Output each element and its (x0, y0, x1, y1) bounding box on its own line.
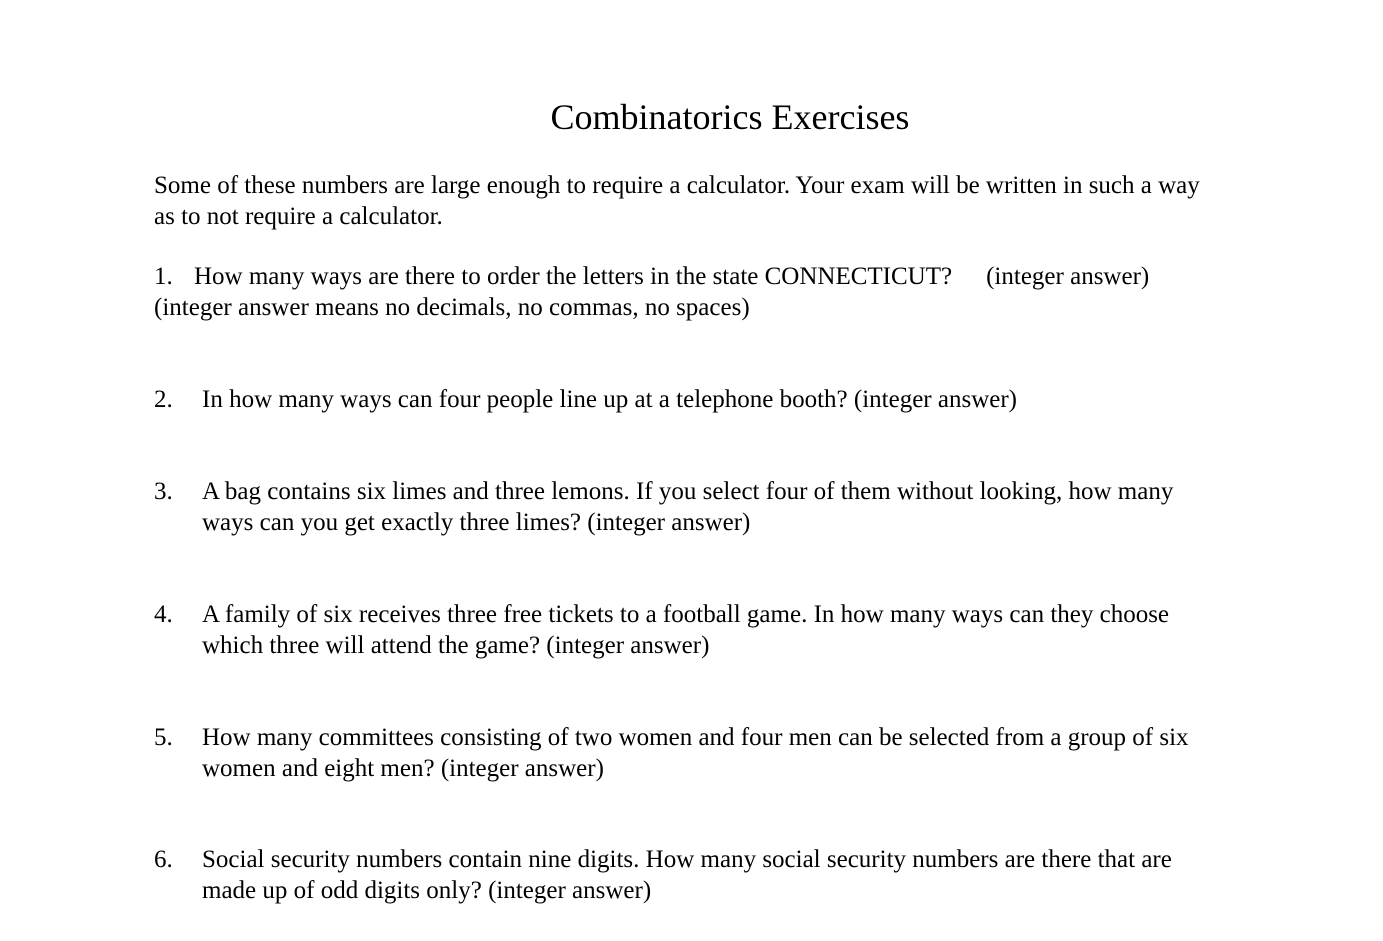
question-text (202, 722, 1352, 784)
question-number: 6. (154, 846, 173, 873)
question-number: 5. (154, 724, 173, 751)
question-line: How many committees consisting of two women and four men can be selected from a group of six (202, 724, 1189, 751)
question-number: 4. (154, 601, 173, 628)
question-1 (154, 261, 1354, 323)
question-line: Social security numbers contain nine digits. How many social security numbers are there that are (202, 846, 1172, 873)
intro-line: as to not require a calculator. (154, 203, 443, 230)
question-line: A bag contains six limes and three lemons. If you select four of them without looking, how many (202, 478, 1174, 505)
page-title: Combinatorics Exercises (550, 97, 910, 137)
question-line: In how many ways can four people line up at a telephone booth? (integer answer) (202, 386, 1017, 413)
question-text (202, 844, 1352, 906)
question-line: which three will attend the game? (integer answer) (202, 632, 710, 659)
question-number: 2. (154, 386, 173, 413)
question-text (202, 599, 1352, 661)
question-1-note: (integer answer means no decimals, no commas, no spaces) (154, 294, 750, 321)
question-number: 3. (154, 478, 173, 505)
question-line: women and eight men? (integer answer) (202, 755, 604, 782)
question-1-text: How many ways are there to order the letters in the state CONNECTICUT? (194, 263, 953, 290)
question-text (202, 384, 1352, 415)
question-line: A family of six receives three free tickets to a football game. In how many ways can they choose (202, 601, 1170, 628)
question-line: ways can you get exactly three limes? (integer answer) (202, 509, 751, 536)
intro-line: Some of these numbers are large enough to require a calculator. Your exam will be written in such a way (154, 172, 1200, 199)
question-1-answer-type: (integer answer) (986, 263, 1150, 290)
question-1-line (154, 261, 1354, 292)
question-line: made up of odd digits only? (integer answer) (202, 877, 652, 904)
question-text (202, 476, 1352, 538)
intro-paragraph (154, 170, 1354, 232)
question-1-number: 1. (154, 263, 173, 290)
